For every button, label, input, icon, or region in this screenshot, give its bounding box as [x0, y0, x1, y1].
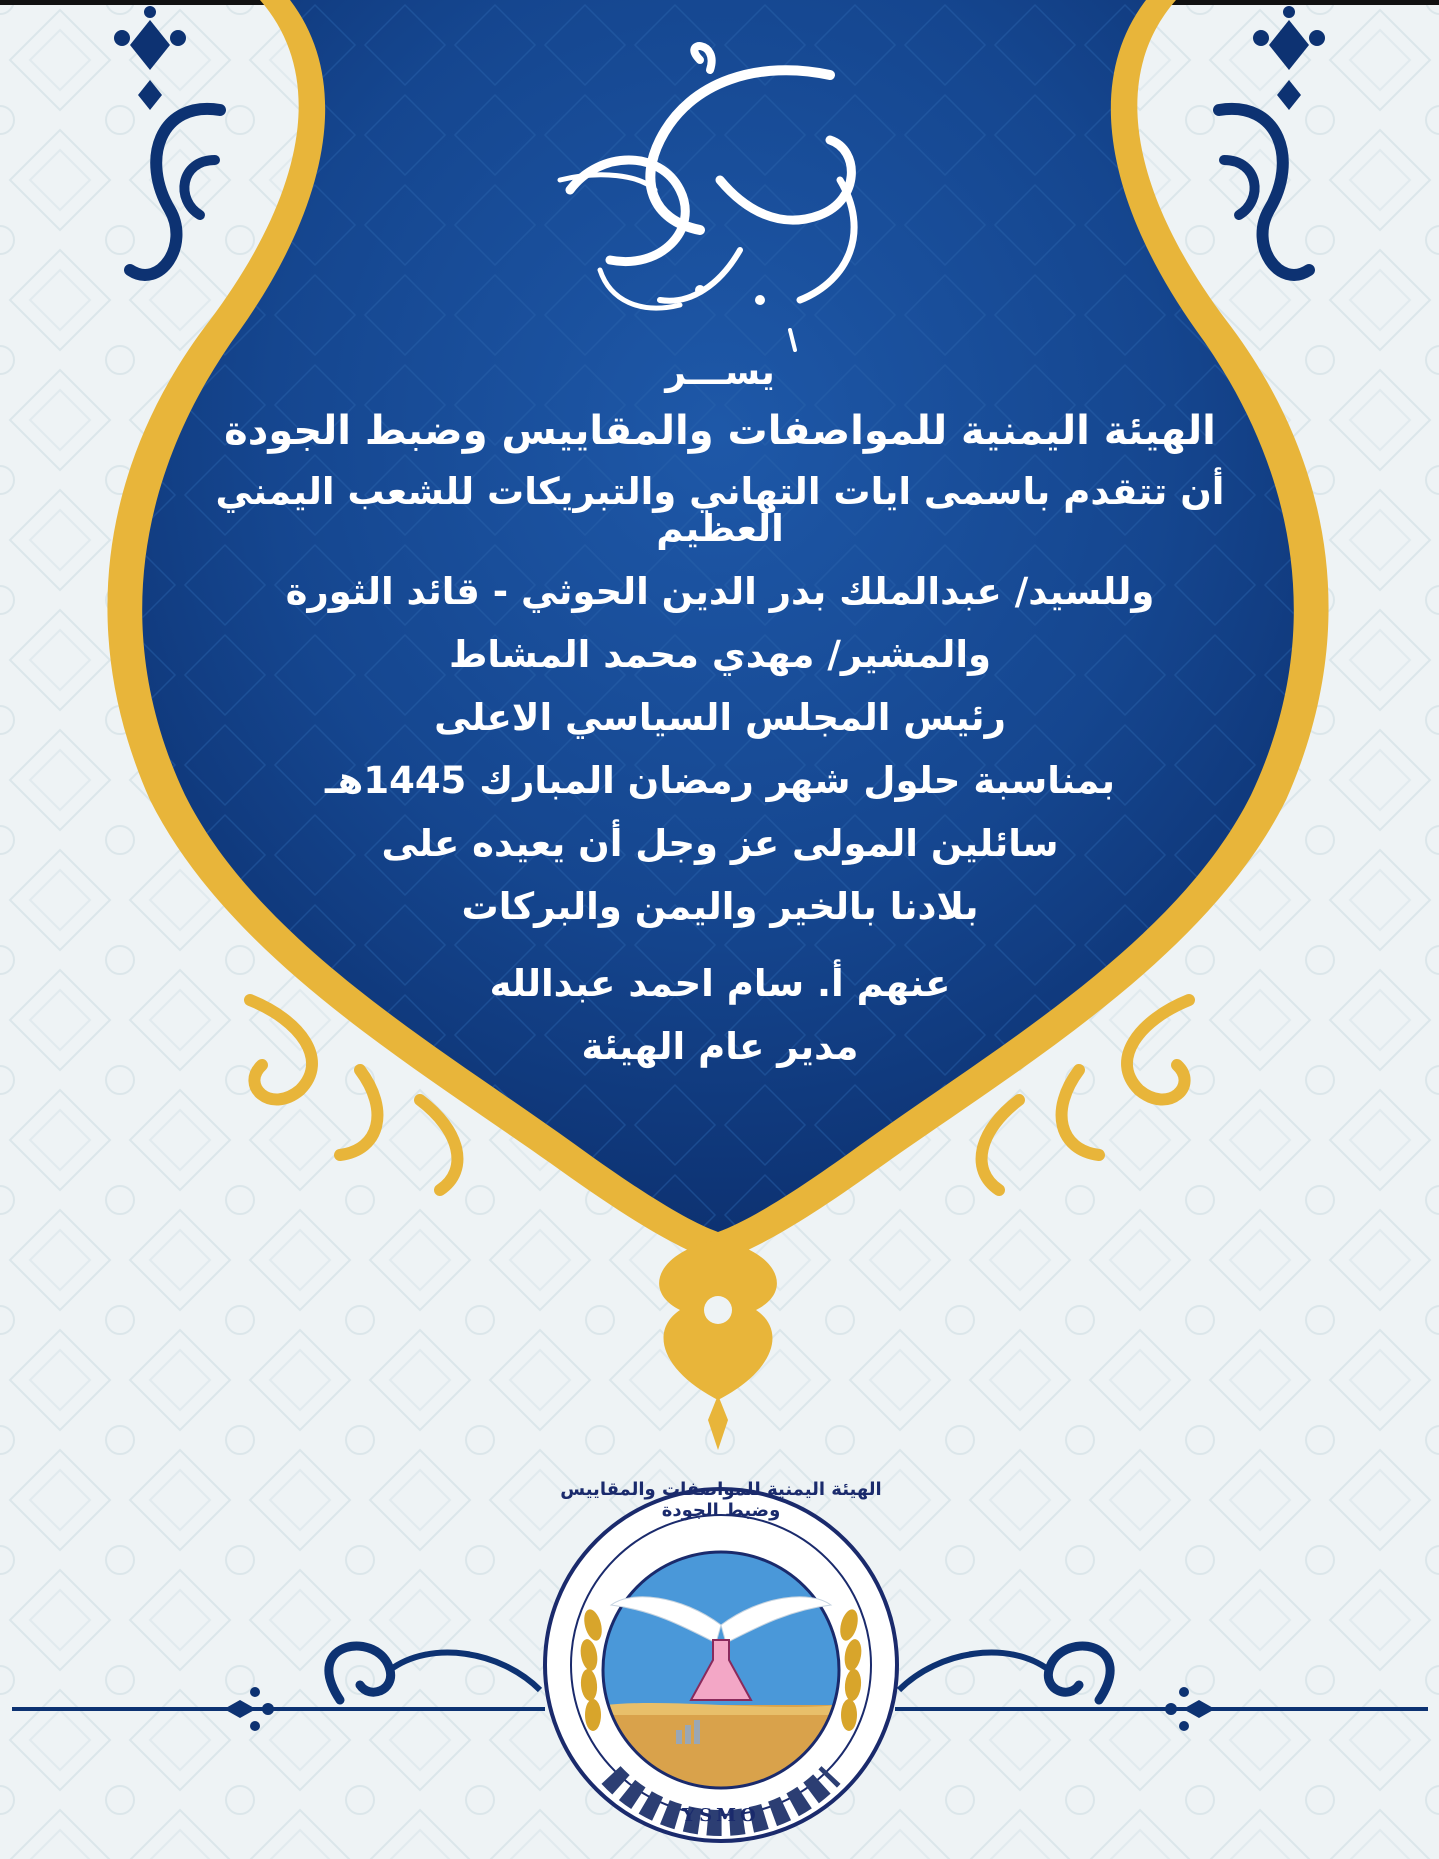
greeting-line-2: وللسيد/ عبدالملك بدر الدين الحوثي - قائد الثورة: [285, 570, 1155, 613]
greeting-line-6: سائلين المولى عز وجل أن يعيده على: [381, 822, 1059, 865]
greeting-line-4: رئيس المجلس السياسي الاعلى: [434, 696, 1006, 739]
organization-logo: [541, 1475, 901, 1855]
announcement-verb: يســـر: [665, 352, 775, 393]
organization-name: الهيئة اليمنية للمواصفات والمقاييس وضبط الجودة: [224, 408, 1216, 454]
signature-name: عنهم أ. سام احمد عبدالله: [489, 962, 951, 1005]
logo-arabic-name: الهيئة اليمنية للمواصفات والمقاييس وضبط الجودة: [560, 1479, 882, 1521]
greeting-line-5: بمناسبة حلول شهر رمضان المبارك 1445هـ: [325, 759, 1115, 802]
signature-title: مدير عام الهيئة: [581, 1025, 859, 1068]
greeting-line-1: أن تتقدم باسمى ايات التهاني والتبريكات للشعب اليمني العظيم: [215, 470, 1225, 550]
logo-emblem: [541, 1475, 901, 1855]
greeting-line-3: والمشير/ مهدي محمد المشاط: [448, 633, 992, 676]
greeting-line-7: بلادنا بالخير واليمن والبركات: [461, 885, 979, 928]
logo-abbreviation: YSMO: [682, 1805, 760, 1826]
greeting-text-block: [190, 352, 1250, 1091]
